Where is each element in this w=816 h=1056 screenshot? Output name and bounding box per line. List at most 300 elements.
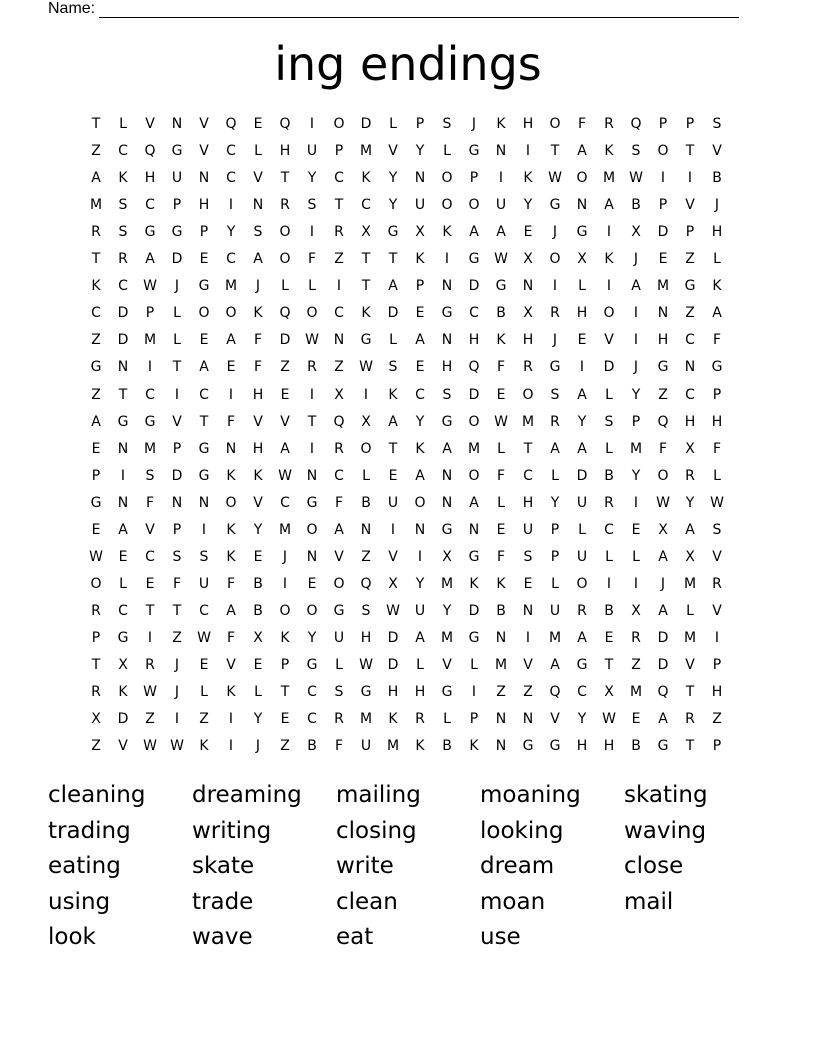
grid-letter[interactable]: W bbox=[143, 278, 157, 295]
grid-letter[interactable]: P bbox=[415, 278, 425, 295]
grid-letter[interactable]: I bbox=[606, 575, 612, 592]
grid-letter[interactable]: I bbox=[417, 548, 423, 565]
grid-letter[interactable]: W bbox=[143, 684, 157, 701]
grid-letter[interactable]: L bbox=[605, 548, 613, 565]
grid-letter[interactable]: S bbox=[199, 548, 209, 565]
grid-letter[interactable]: V bbox=[550, 711, 560, 728]
grid-letter[interactable]: I bbox=[336, 278, 342, 295]
grid-letter[interactable]: V bbox=[712, 548, 722, 565]
grid-letter[interactable]: A bbox=[415, 467, 425, 484]
grid-letter[interactable]: A bbox=[91, 413, 101, 430]
grid-letter[interactable]: W bbox=[656, 494, 670, 511]
grid-letter[interactable]: D bbox=[657, 629, 669, 646]
grid-letter[interactable]: H bbox=[684, 413, 696, 430]
grid-letter[interactable]: L bbox=[713, 251, 721, 268]
grid-letter[interactable]: D bbox=[171, 467, 183, 484]
grid-letter[interactable]: E bbox=[199, 657, 209, 673]
grid-letter[interactable]: T bbox=[91, 251, 101, 268]
grid-letter[interactable]: X bbox=[442, 548, 452, 565]
grid-letter[interactable]: C bbox=[145, 548, 155, 565]
grid-letter[interactable]: G bbox=[171, 224, 183, 241]
grid-letter[interactable]: J bbox=[282, 548, 288, 565]
grid-letter[interactable]: L bbox=[416, 657, 424, 673]
grid-letter[interactable]: A bbox=[199, 359, 209, 376]
grid-letter[interactable]: Z bbox=[685, 251, 695, 268]
grid-letter[interactable]: Y bbox=[415, 143, 425, 160]
grid-letter[interactable]: X bbox=[334, 386, 344, 403]
grid-letter[interactable]: O bbox=[549, 251, 561, 268]
grid-letter[interactable]: H bbox=[252, 386, 264, 403]
grid-letter[interactable]: N bbox=[657, 305, 669, 322]
grid-letter[interactable]: A bbox=[334, 521, 344, 538]
grid-letter[interactable]: C bbox=[226, 170, 236, 187]
grid-letter[interactable]: N bbox=[414, 170, 426, 187]
grid-letter[interactable]: O bbox=[441, 170, 453, 187]
grid-letter[interactable]: E bbox=[415, 305, 425, 322]
grid-letter[interactable]: M bbox=[521, 413, 535, 430]
grid-letter[interactable]: N bbox=[441, 467, 453, 484]
grid-letter[interactable]: A bbox=[118, 521, 128, 538]
grid-letter[interactable]: I bbox=[687, 170, 693, 187]
grid-letter[interactable]: X bbox=[523, 251, 533, 268]
grid-letter[interactable]: A bbox=[280, 440, 290, 457]
grid-letter[interactable]: P bbox=[658, 116, 668, 132]
grid-letter[interactable]: P bbox=[172, 197, 182, 214]
grid-letter[interactable]: P bbox=[550, 548, 560, 565]
grid-letter[interactable]: B bbox=[361, 494, 371, 511]
grid-letter[interactable]: K bbox=[469, 738, 479, 755]
grid-letter[interactable]: K bbox=[226, 467, 236, 484]
grid-letter[interactable]: W bbox=[710, 494, 724, 511]
grid-letter[interactable]: T bbox=[388, 440, 398, 457]
grid-letter[interactable]: H bbox=[252, 440, 264, 457]
grid-letter[interactable]: G bbox=[198, 278, 210, 295]
grid-letter[interactable]: R bbox=[523, 359, 533, 376]
grid-letter[interactable]: T bbox=[550, 143, 560, 160]
grid-letter[interactable]: C bbox=[91, 305, 101, 322]
grid-letter[interactable]: F bbox=[172, 575, 182, 592]
grid-letter[interactable]: V bbox=[388, 548, 398, 565]
grid-letter[interactable]: K bbox=[388, 711, 398, 728]
grid-letter[interactable]: P bbox=[469, 170, 479, 187]
grid-letter[interactable]: S bbox=[523, 548, 533, 565]
grid-letter[interactable]: I bbox=[633, 575, 639, 592]
grid-letter[interactable]: I bbox=[606, 278, 612, 295]
grid-letter[interactable]: V bbox=[118, 738, 128, 755]
grid-letter[interactable]: E bbox=[91, 440, 101, 457]
grid-letter[interactable]: F bbox=[334, 494, 344, 511]
grid-letter[interactable]: G bbox=[549, 197, 561, 214]
grid-letter[interactable]: K bbox=[118, 170, 128, 187]
grid-letter[interactable]: C bbox=[118, 602, 128, 619]
grid-letter[interactable]: G bbox=[360, 684, 372, 701]
grid-letter[interactable]: N bbox=[684, 359, 696, 376]
grid-letter[interactable]: M bbox=[440, 575, 454, 592]
grid-letter[interactable]: Q bbox=[657, 684, 669, 701]
grid-letter[interactable]: R bbox=[118, 251, 128, 268]
grid-letter[interactable]: M bbox=[629, 440, 643, 457]
grid-letter[interactable]: G bbox=[711, 359, 723, 376]
grid-letter[interactable]: W bbox=[359, 359, 373, 376]
grid-letter[interactable]: I bbox=[309, 224, 315, 241]
grid-letter[interactable]: P bbox=[685, 116, 695, 132]
grid-letter[interactable]: W bbox=[170, 738, 184, 755]
grid-letter[interactable]: G bbox=[441, 521, 453, 538]
grid-letter[interactable]: Z bbox=[199, 711, 209, 728]
grid-letter[interactable]: Y bbox=[415, 575, 425, 592]
grid-letter[interactable]: P bbox=[172, 440, 182, 457]
grid-letter[interactable]: K bbox=[523, 170, 533, 187]
grid-letter[interactable]: O bbox=[576, 170, 588, 187]
grid-letter[interactable]: C bbox=[307, 711, 317, 728]
grid-letter[interactable]: L bbox=[497, 440, 505, 457]
grid-letter[interactable]: H bbox=[576, 305, 588, 322]
grid-letter[interactable]: C bbox=[199, 602, 209, 619]
grid-letter[interactable]: G bbox=[657, 359, 669, 376]
grid-letter[interactable]: Z bbox=[91, 332, 101, 349]
grid-letter[interactable]: T bbox=[280, 684, 290, 701]
grid-letter[interactable]: F bbox=[253, 359, 263, 376]
grid-letter[interactable]: L bbox=[578, 278, 586, 295]
grid-letter[interactable]: G bbox=[468, 548, 480, 565]
grid-letter[interactable]: T bbox=[91, 657, 101, 673]
grid-letter[interactable]: A bbox=[442, 440, 452, 457]
grid-letter[interactable]: G bbox=[468, 251, 480, 268]
grid-letter[interactable]: Q bbox=[549, 684, 561, 701]
grid-letter[interactable]: L bbox=[443, 143, 451, 160]
grid-letter[interactable]: Z bbox=[91, 143, 101, 160]
grid-letter[interactable]: I bbox=[660, 170, 666, 187]
grid-letter[interactable]: H bbox=[522, 494, 534, 511]
grid-letter[interactable]: E bbox=[496, 386, 506, 403]
grid-letter[interactable]: I bbox=[471, 684, 477, 701]
grid-letter[interactable]: C bbox=[604, 521, 614, 538]
grid-letter[interactable]: A bbox=[550, 657, 560, 673]
grid-letter[interactable]: A bbox=[658, 602, 668, 619]
grid-letter[interactable]: M bbox=[683, 629, 697, 646]
grid-letter[interactable]: R bbox=[604, 494, 614, 511]
grid-letter[interactable]: V bbox=[604, 332, 614, 349]
grid-letter[interactable]: Q bbox=[225, 116, 237, 132]
grid-letter[interactable]: I bbox=[174, 386, 180, 403]
grid-letter[interactable]: F bbox=[712, 440, 722, 457]
grid-letter[interactable]: I bbox=[525, 143, 531, 160]
grid-letter[interactable]: V bbox=[712, 143, 722, 160]
grid-letter[interactable]: V bbox=[199, 143, 209, 160]
grid-letter[interactable]: N bbox=[171, 116, 183, 132]
grid-letter[interactable]: I bbox=[552, 278, 558, 295]
grid-letter[interactable]: P bbox=[712, 657, 722, 673]
grid-letter[interactable]: B bbox=[253, 602, 263, 619]
grid-letter[interactable]: M bbox=[359, 143, 373, 160]
grid-letter[interactable]: V bbox=[280, 413, 290, 430]
grid-letter[interactable]: L bbox=[551, 575, 559, 592]
grid-letter[interactable]: C bbox=[226, 143, 236, 160]
grid-letter[interactable]: Y bbox=[550, 494, 560, 511]
grid-letter[interactable]: Y bbox=[226, 224, 236, 241]
grid-letter[interactable]: M bbox=[440, 629, 454, 646]
grid-letter[interactable]: G bbox=[117, 413, 129, 430]
grid-letter[interactable]: T bbox=[172, 602, 182, 619]
grid-letter[interactable]: I bbox=[525, 629, 531, 646]
grid-letter[interactable]: S bbox=[118, 224, 128, 241]
grid-letter[interactable]: J bbox=[255, 278, 261, 295]
grid-letter[interactable]: X bbox=[253, 629, 263, 646]
grid-letter[interactable]: X bbox=[604, 684, 614, 701]
grid-letter[interactable]: K bbox=[91, 278, 101, 295]
grid-letter[interactable]: Z bbox=[280, 738, 290, 755]
grid-letter[interactable]: H bbox=[279, 143, 291, 160]
grid-letter[interactable]: X bbox=[361, 413, 371, 430]
grid-letter[interactable]: L bbox=[551, 467, 559, 484]
grid-letter[interactable]: A bbox=[550, 440, 560, 457]
grid-letter[interactable]: G bbox=[576, 224, 588, 241]
grid-letter[interactable]: C bbox=[577, 684, 587, 701]
grid-letter[interactable]: T bbox=[172, 359, 182, 376]
grid-letter[interactable]: H bbox=[414, 684, 426, 701]
grid-letter[interactable]: A bbox=[658, 711, 668, 728]
grid-letter[interactable]: Q bbox=[279, 116, 291, 132]
grid-letter[interactable]: S bbox=[712, 116, 722, 132]
grid-letter[interactable]: N bbox=[495, 143, 507, 160]
grid-letter[interactable]: C bbox=[334, 170, 344, 187]
grid-letter[interactable]: K bbox=[199, 738, 209, 755]
grid-letter[interactable]: O bbox=[225, 494, 237, 511]
grid-letter[interactable]: I bbox=[309, 116, 315, 132]
grid-letter[interactable]: X bbox=[415, 224, 425, 241]
grid-letter[interactable]: S bbox=[145, 467, 155, 484]
grid-letter[interactable]: B bbox=[631, 738, 641, 755]
grid-letter[interactable]: J bbox=[174, 684, 180, 701]
grid-letter[interactable]: A bbox=[604, 197, 614, 214]
grid-letter[interactable]: A bbox=[496, 224, 506, 241]
grid-letter[interactable]: R bbox=[334, 440, 344, 457]
grid-letter[interactable]: N bbox=[441, 494, 453, 511]
grid-letter[interactable]: K bbox=[118, 684, 128, 701]
grid-letter[interactable]: D bbox=[603, 359, 615, 376]
grid-letter[interactable]: L bbox=[200, 684, 208, 701]
grid-letter[interactable]: Y bbox=[685, 494, 695, 511]
grid-letter[interactable]: C bbox=[361, 197, 371, 214]
grid-letter[interactable]: G bbox=[144, 413, 156, 430]
grid-letter[interactable]: D bbox=[117, 332, 129, 349]
grid-letter[interactable]: H bbox=[468, 332, 480, 349]
grid-letter[interactable]: Z bbox=[361, 548, 371, 565]
grid-letter[interactable]: P bbox=[469, 711, 479, 728]
grid-letter[interactable]: Y bbox=[523, 197, 533, 214]
grid-letter[interactable]: G bbox=[441, 305, 453, 322]
grid-letter[interactable]: H bbox=[603, 738, 615, 755]
grid-letter[interactable]: N bbox=[441, 332, 453, 349]
grid-letter[interactable]: C bbox=[334, 305, 344, 322]
grid-letter[interactable]: N bbox=[495, 738, 507, 755]
grid-letter[interactable]: K bbox=[226, 521, 236, 538]
grid-letter[interactable]: R bbox=[307, 359, 317, 376]
grid-letter[interactable]: O bbox=[225, 305, 237, 322]
grid-letter[interactable]: D bbox=[171, 251, 183, 268]
grid-letter[interactable]: B bbox=[712, 170, 722, 187]
grid-letter[interactable]: A bbox=[91, 170, 101, 187]
grid-letter[interactable]: T bbox=[334, 197, 344, 214]
grid-letter[interactable]: I bbox=[147, 359, 153, 376]
grid-letter[interactable]: O bbox=[306, 602, 318, 619]
grid-letter[interactable]: X bbox=[118, 657, 128, 673]
grid-letter[interactable]: E bbox=[604, 629, 614, 646]
grid-letter[interactable]: L bbox=[173, 305, 181, 322]
grid-letter[interactable]: N bbox=[198, 494, 210, 511]
grid-letter[interactable]: Z bbox=[280, 359, 290, 376]
grid-letter[interactable]: E bbox=[631, 521, 641, 538]
grid-letter[interactable]: R bbox=[685, 467, 695, 484]
grid-letter[interactable]: J bbox=[660, 575, 666, 592]
grid-letter[interactable]: N bbox=[441, 278, 453, 295]
grid-letter[interactable]: M bbox=[278, 521, 292, 538]
grid-letter[interactable]: G bbox=[117, 629, 129, 646]
grid-letter[interactable]: B bbox=[496, 602, 506, 619]
grid-letter[interactable]: R bbox=[550, 413, 560, 430]
grid-letter[interactable]: I bbox=[228, 197, 234, 214]
grid-letter[interactable]: A bbox=[685, 521, 695, 538]
grid-letter[interactable]: E bbox=[388, 467, 398, 484]
grid-letter[interactable]: V bbox=[145, 521, 155, 538]
grid-letter[interactable]: Z bbox=[631, 657, 641, 673]
grid-letter[interactable]: K bbox=[415, 251, 425, 268]
grid-letter[interactable]: Y bbox=[253, 711, 263, 728]
grid-letter[interactable]: G bbox=[144, 224, 156, 241]
grid-letter[interactable]: N bbox=[117, 359, 129, 376]
grid-letter[interactable]: G bbox=[198, 440, 210, 457]
grid-letter[interactable]: K bbox=[415, 738, 425, 755]
grid-letter[interactable]: U bbox=[414, 197, 426, 214]
grid-letter[interactable]: S bbox=[388, 359, 398, 376]
grid-letter[interactable]: N bbox=[117, 494, 129, 511]
grid-letter[interactable]: V bbox=[172, 413, 182, 430]
grid-letter[interactable]: N bbox=[495, 629, 507, 646]
grid-letter[interactable]: P bbox=[280, 657, 290, 673]
grid-letter[interactable]: H bbox=[711, 684, 723, 701]
grid-letter[interactable]: W bbox=[494, 251, 508, 268]
grid-letter[interactable]: J bbox=[552, 224, 558, 241]
grid-letter[interactable]: E bbox=[226, 359, 236, 376]
grid-letter[interactable]: U bbox=[414, 602, 426, 619]
grid-letter[interactable]: N bbox=[522, 278, 534, 295]
grid-letter[interactable]: K bbox=[253, 467, 263, 484]
grid-letter[interactable]: A bbox=[577, 440, 587, 457]
grid-letter[interactable]: Z bbox=[334, 359, 344, 376]
grid-letter[interactable]: I bbox=[228, 711, 234, 728]
grid-letter[interactable]: N bbox=[468, 521, 480, 538]
grid-letter[interactable]: R bbox=[712, 575, 722, 592]
grid-letter[interactable]: G bbox=[468, 143, 480, 160]
grid-letter[interactable]: C bbox=[145, 197, 155, 214]
grid-letter[interactable]: W bbox=[359, 657, 373, 673]
grid-letter[interactable]: P bbox=[712, 386, 722, 403]
grid-letter[interactable]: F bbox=[496, 359, 506, 376]
grid-letter[interactable]: P bbox=[658, 197, 668, 214]
grid-letter[interactable]: V bbox=[226, 657, 236, 673]
grid-letter[interactable]: O bbox=[306, 521, 318, 538]
grid-letter[interactable]: G bbox=[549, 738, 561, 755]
grid-letter[interactable]: P bbox=[631, 413, 641, 430]
grid-letter[interactable]: M bbox=[224, 278, 238, 295]
grid-letter[interactable]: R bbox=[604, 116, 614, 132]
grid-letter[interactable]: A bbox=[577, 386, 587, 403]
grid-letter[interactable]: L bbox=[335, 657, 343, 673]
grid-letter[interactable]: S bbox=[712, 521, 722, 538]
grid-letter[interactable]: T bbox=[91, 116, 101, 132]
grid-letter[interactable]: N bbox=[414, 521, 426, 538]
grid-letter[interactable]: N bbox=[306, 467, 318, 484]
grid-letter[interactable]: H bbox=[198, 197, 210, 214]
grid-letter[interactable]: C bbox=[523, 467, 533, 484]
grid-letter[interactable]: D bbox=[576, 467, 588, 484]
grid-letter[interactable]: F bbox=[226, 575, 236, 592]
grid-letter[interactable]: R bbox=[280, 197, 290, 214]
grid-letter[interactable]: U bbox=[576, 494, 588, 511]
grid-letter[interactable]: Z bbox=[712, 711, 722, 728]
grid-letter[interactable]: V bbox=[253, 494, 263, 511]
grid-letter[interactable]: C bbox=[415, 386, 425, 403]
grid-letter[interactable]: O bbox=[522, 386, 534, 403]
grid-letter[interactable]: H bbox=[144, 170, 156, 187]
grid-letter[interactable]: P bbox=[712, 738, 722, 755]
grid-letter[interactable]: I bbox=[309, 440, 315, 457]
grid-letter[interactable]: T bbox=[199, 413, 209, 430]
grid-letter[interactable]: N bbox=[198, 170, 210, 187]
grid-letter[interactable]: M bbox=[359, 711, 373, 728]
grid-letter[interactable]: F bbox=[307, 251, 317, 268]
grid-letter[interactable]: G bbox=[360, 332, 372, 349]
grid-letter[interactable]: X bbox=[388, 575, 398, 592]
grid-letter[interactable]: C bbox=[118, 143, 128, 160]
grid-letter[interactable]: W bbox=[602, 711, 616, 728]
grid-letter[interactable]: E bbox=[253, 548, 263, 565]
grid-letter[interactable]: S bbox=[550, 386, 560, 403]
grid-letter[interactable]: K bbox=[442, 224, 452, 241]
grid-letter[interactable]: J bbox=[255, 738, 261, 755]
grid-letter[interactable]: R bbox=[91, 684, 101, 701]
grid-letter[interactable]: I bbox=[633, 305, 639, 322]
grid-letter[interactable]: Z bbox=[658, 386, 668, 403]
grid-letter[interactable]: C bbox=[199, 386, 209, 403]
grid-letter[interactable]: L bbox=[470, 657, 478, 673]
grid-letter[interactable]: G bbox=[387, 224, 399, 241]
grid-letter[interactable]: L bbox=[389, 116, 397, 132]
grid-letter[interactable]: V bbox=[334, 548, 344, 565]
grid-letter[interactable]: H bbox=[522, 332, 534, 349]
grid-letter[interactable]: B bbox=[496, 305, 506, 322]
grid-letter[interactable]: H bbox=[711, 224, 723, 241]
grid-letter[interactable]: U bbox=[360, 738, 372, 755]
grid-letter[interactable]: L bbox=[254, 684, 262, 701]
grid-letter[interactable]: K bbox=[496, 332, 506, 349]
grid-letter[interactable]: Q bbox=[279, 305, 291, 322]
grid-letter[interactable]: I bbox=[633, 332, 639, 349]
grid-letter[interactable]: W bbox=[278, 467, 292, 484]
grid-letter[interactable]: V bbox=[199, 116, 209, 132]
grid-letter[interactable]: W bbox=[548, 170, 562, 187]
grid-letter[interactable]: Z bbox=[496, 684, 506, 701]
grid-letter[interactable]: S bbox=[361, 602, 371, 619]
grid-letter[interactable]: O bbox=[414, 494, 426, 511]
grid-letter[interactable]: T bbox=[685, 684, 695, 701]
grid-letter[interactable]: A bbox=[631, 278, 641, 295]
grid-letter[interactable]: G bbox=[90, 494, 102, 511]
grid-letter[interactable]: F bbox=[496, 467, 506, 484]
grid-letter[interactable]: S bbox=[631, 143, 641, 160]
grid-letter[interactable]: F bbox=[577, 116, 587, 132]
grid-letter[interactable]: E bbox=[91, 521, 101, 538]
